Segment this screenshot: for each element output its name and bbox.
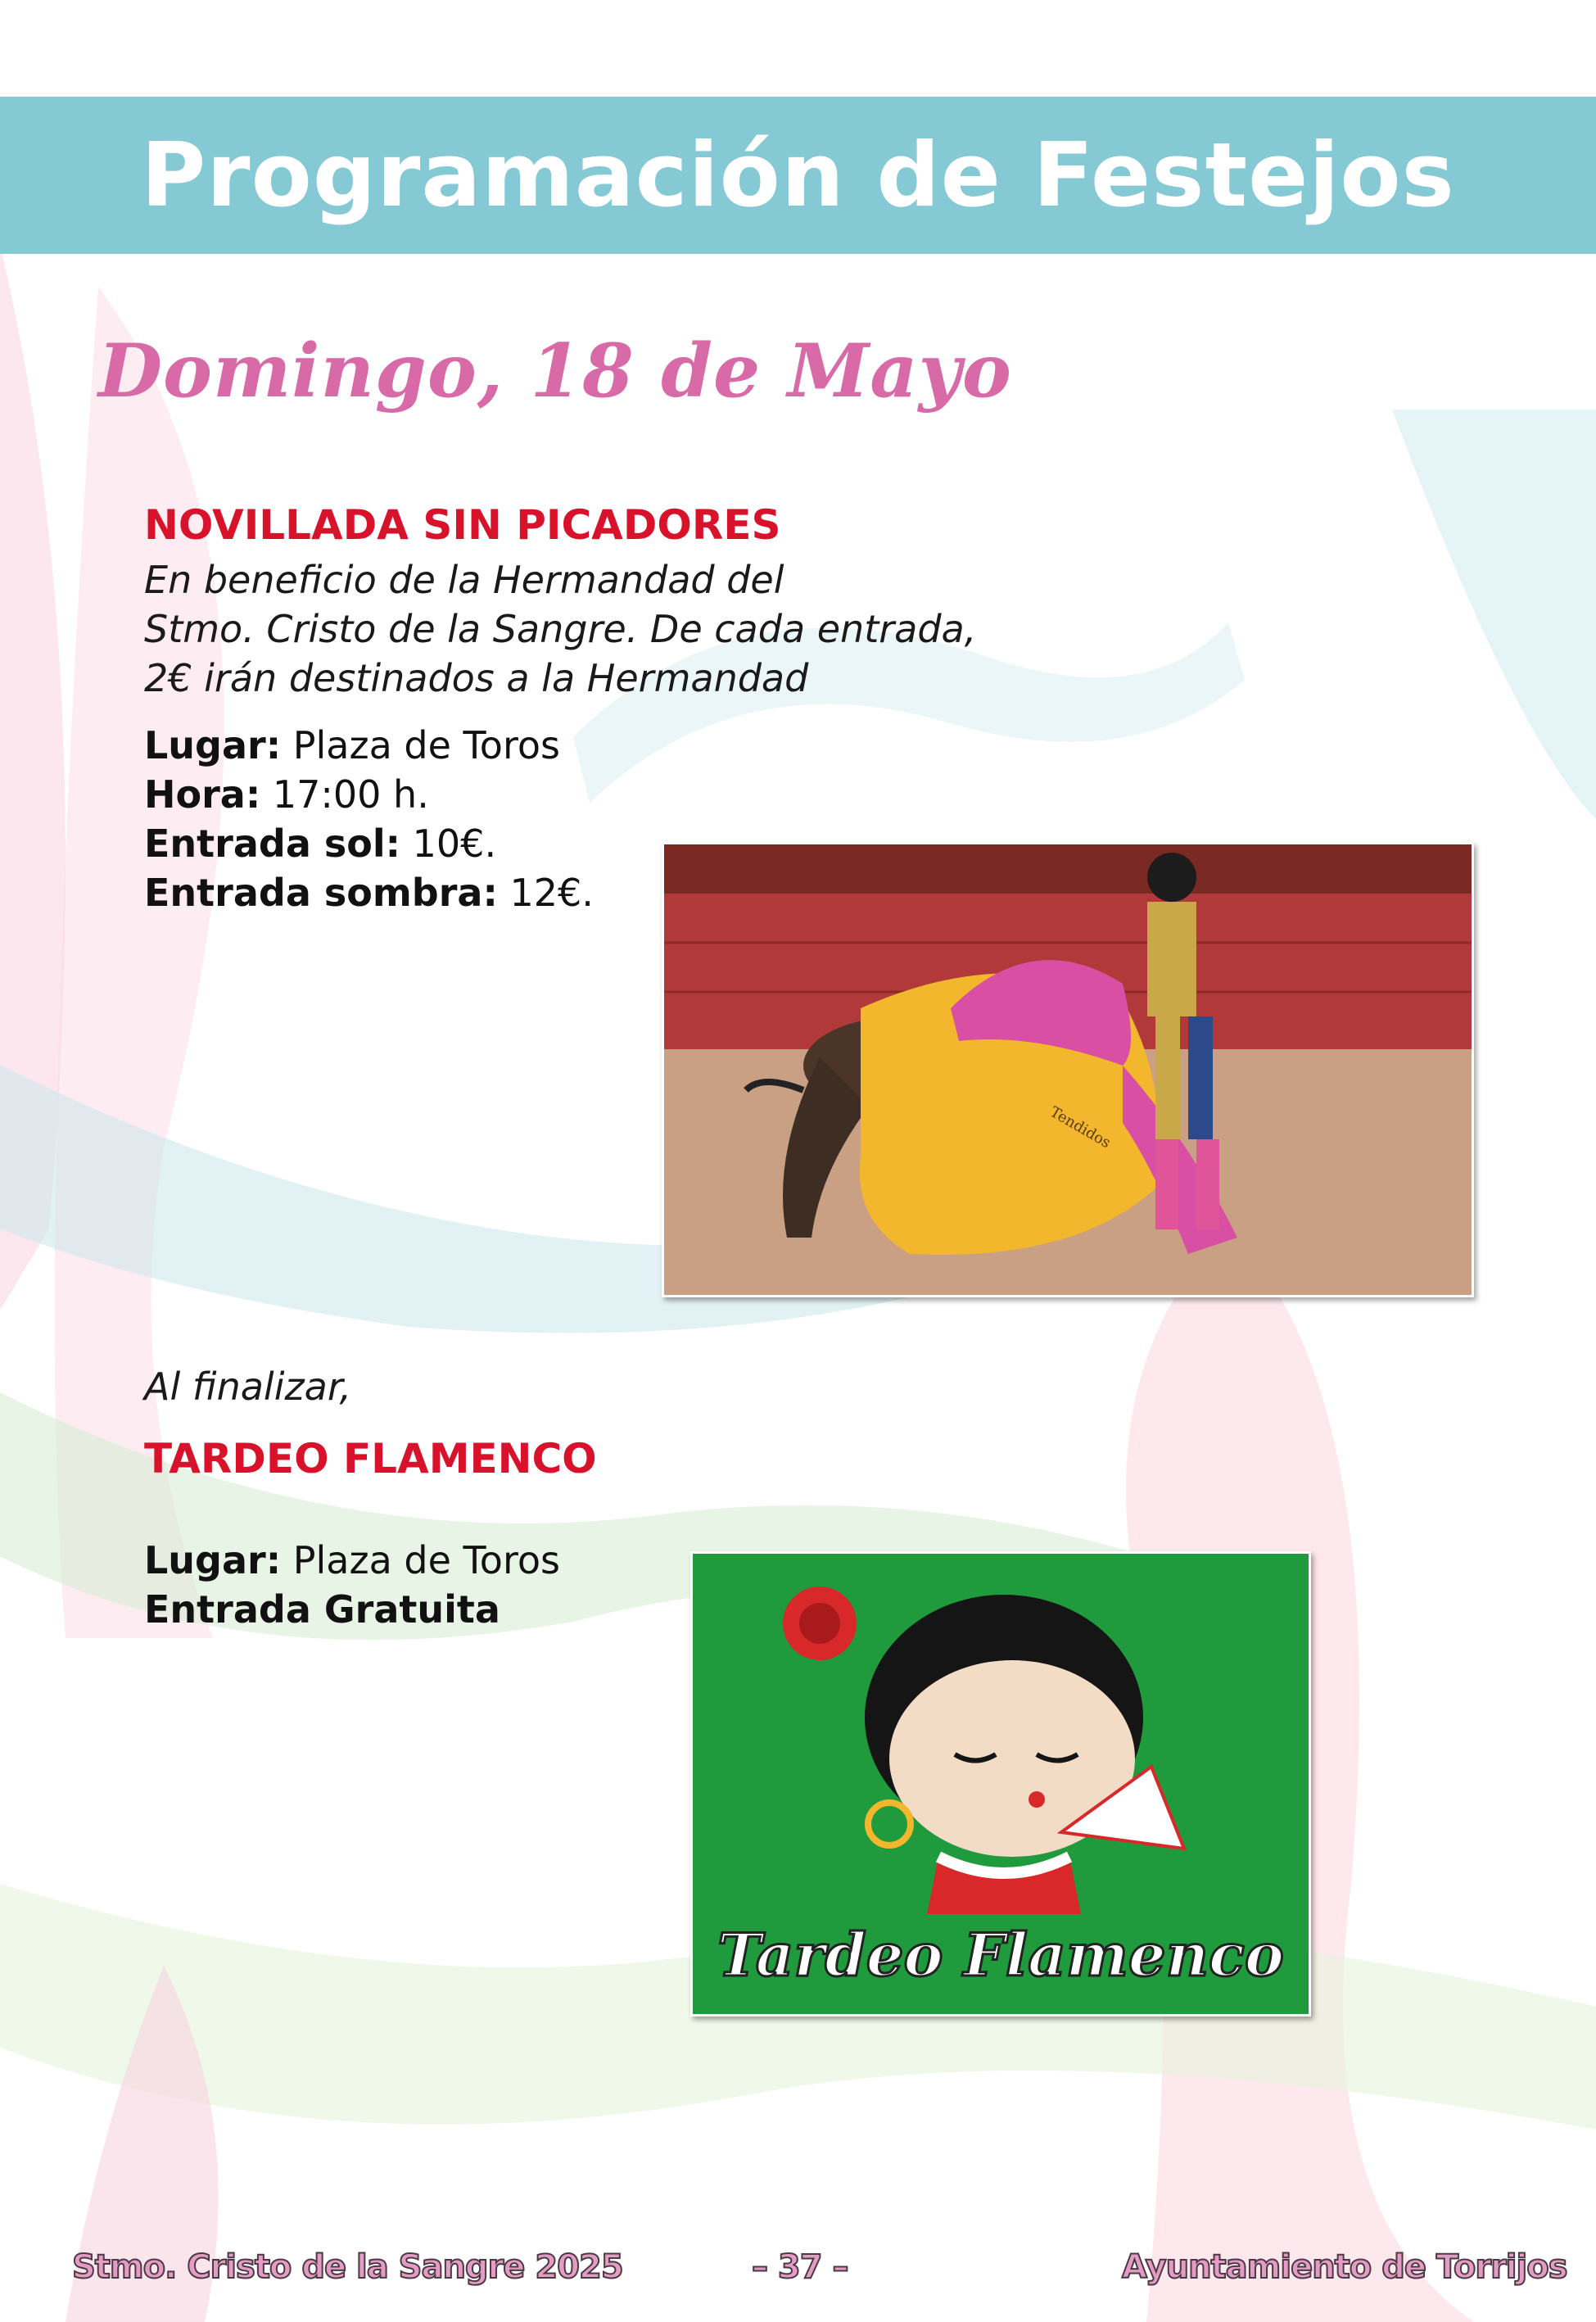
description-line: 2€ irán destinados a la Hermandad <box>144 656 809 700</box>
info-label: Hora: <box>144 772 261 817</box>
bullfight-photo <box>662 842 1474 1297</box>
info-value: Plaza de Toros <box>281 723 560 767</box>
header-bar <box>0 97 1596 254</box>
tardeo-flamenco-logo <box>690 1551 1311 2016</box>
footer-right: Ayuntamiento de Torrijos <box>1122 2248 1567 2286</box>
info-shade-ticket <box>144 868 594 917</box>
footer-left: Stmo. Cristo de la Sangre 2025 <box>72 2248 623 2286</box>
event-title-tardeo: TARDEO FLAMENCO <box>144 1435 597 1482</box>
bullfight-illustration <box>664 844 1472 1295</box>
page-title: Programación de Festejos <box>141 124 1455 227</box>
transition-text: Al finalizar, <box>144 1365 352 1409</box>
info-time <box>144 770 594 819</box>
info-label: Entrada Gratuita <box>144 1587 500 1632</box>
info-label: Lugar: <box>144 1538 282 1582</box>
flamenco-girl-illustration <box>693 1554 1309 2014</box>
logo-title: Tardeo Flamenco <box>717 1920 1284 1989</box>
event-info <box>144 721 594 917</box>
footer-page-number: – 37 – <box>752 2248 848 2286</box>
info-value: 12€. <box>497 871 594 915</box>
description-line: Stmo. Cristo de la Sangre. De cada entrada, <box>144 607 977 651</box>
info-place <box>144 1536 560 1585</box>
description-line: En beneficio de la Hermandad del <box>144 558 784 602</box>
info-label: Lugar: <box>144 723 282 767</box>
event2-info <box>144 1536 560 1634</box>
info-label: Entrada sombra: <box>144 871 498 915</box>
info-value: 17:00 h. <box>260 772 429 817</box>
cape-inscription: Tendidos <box>1047 1103 1114 1152</box>
event-description <box>144 555 976 703</box>
info-sun-ticket <box>144 819 594 868</box>
info-place <box>144 721 594 770</box>
event-title-novillada: NOVILLADA SIN PICADORES <box>144 501 781 549</box>
day-title: Domingo, 18 de Mayo <box>98 328 1012 414</box>
info-value: Plaza de Toros <box>281 1538 560 1582</box>
info-free-entry <box>144 1585 560 1634</box>
info-label: Entrada sol: <box>144 822 401 866</box>
info-value: 10€. <box>400 822 497 866</box>
